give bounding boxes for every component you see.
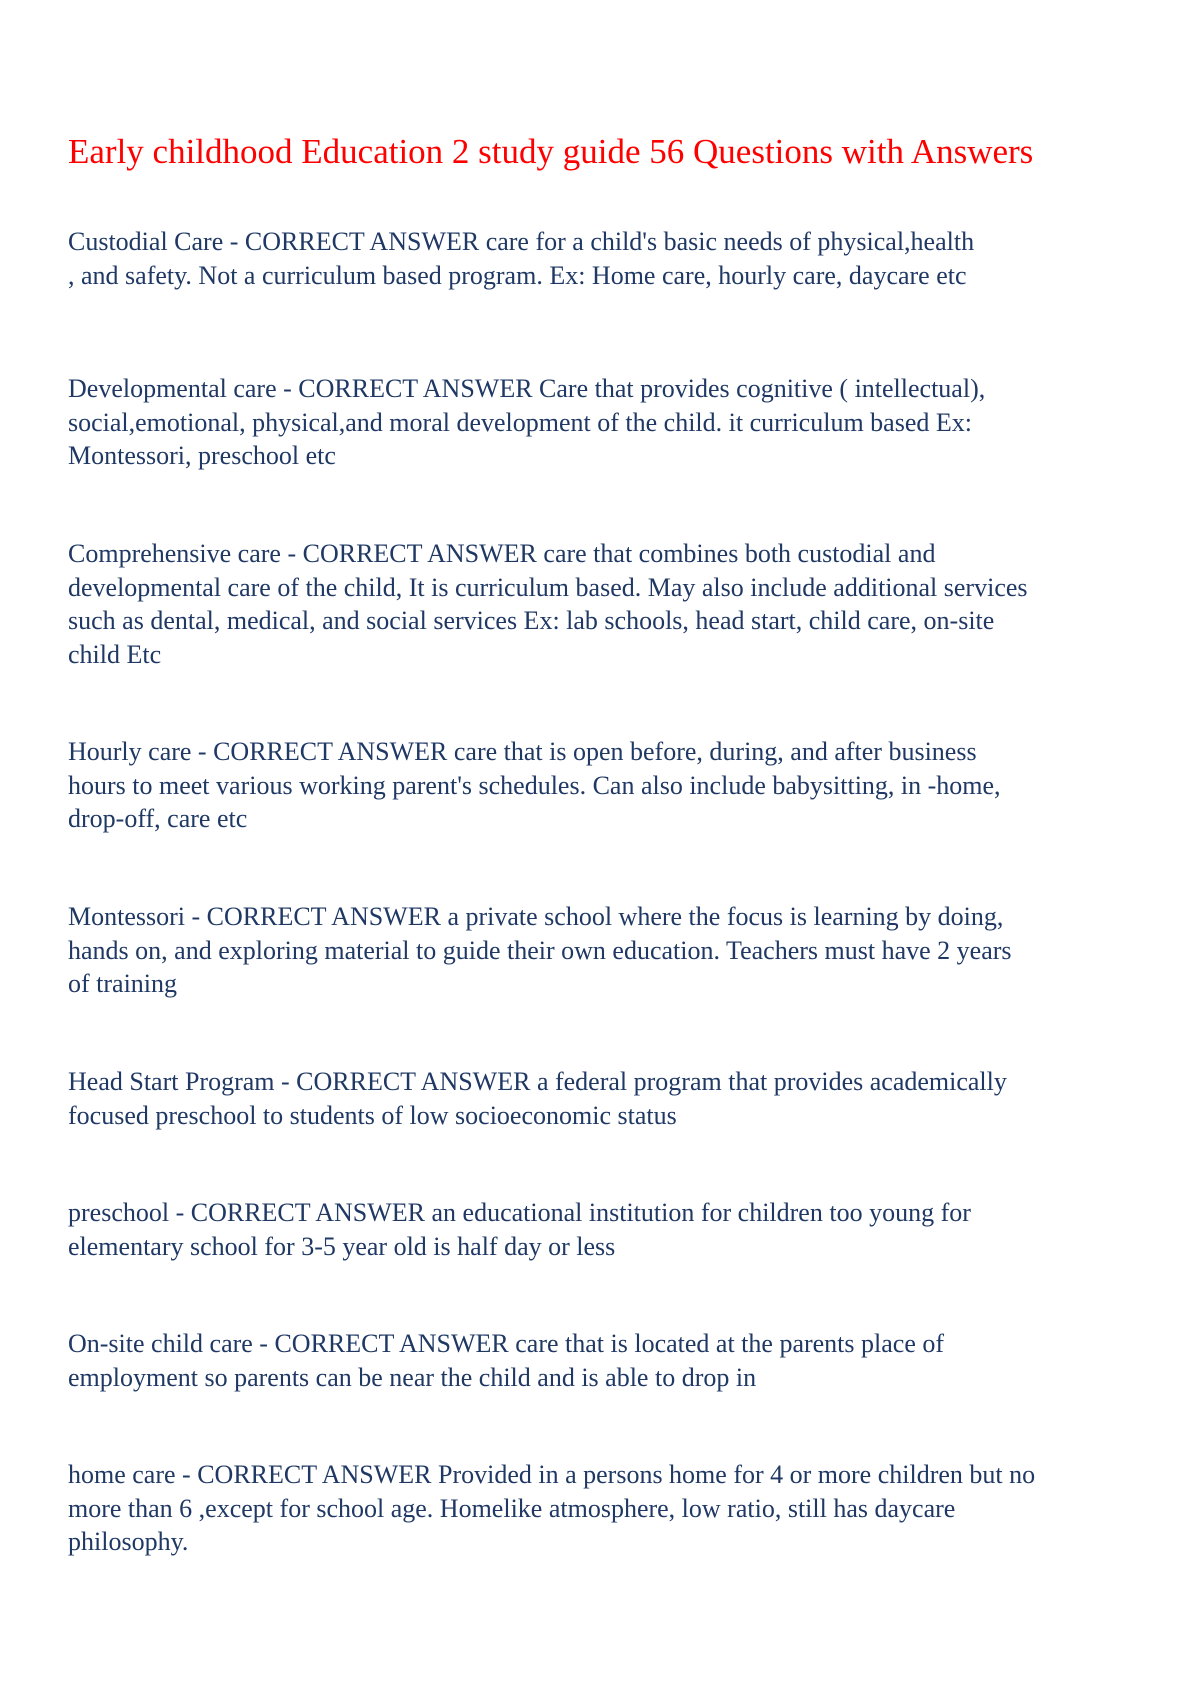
entry-home-care [68, 1458, 1138, 1559]
entry-line: Hourly care - CORRECT ANSWER care that is open before, during, and after business [68, 737, 977, 766]
entry-line: philosophy. [68, 1527, 189, 1556]
entry-line: child Etc [68, 639, 162, 669]
entry-line: On-site child care - CORRECT ANSWER care that is located at the parents place of [68, 1329, 945, 1358]
entry-line: focused preschool to students of low socioeconomic status [68, 1100, 677, 1130]
entry-line: hours to meet various working parent's schedules. Can also include babysitting, in -home, [68, 770, 1001, 800]
entry-line: , and safety. Not a curriculum based program. Ex: Home care, hourly care, daycare etc [68, 260, 967, 290]
entry-line: Head Start Program - CORRECT ANSWER a federal program that provides academically [68, 1067, 1007, 1096]
entry-line: more than 6 ,except for school age. Homelike atmosphere, low ratio, still has daycare [68, 1493, 956, 1523]
entry-developmental-care [68, 372, 1138, 473]
entry-line: elementary school for 3-5 year old is half day or less [68, 1231, 616, 1261]
entry-comprehensive-care [68, 537, 1138, 671]
entry-line: Montessori - CORRECT ANSWER a private school where the focus is learning by doing, [68, 902, 1004, 931]
document-title: Early childhood Education 2 study guide 56 Questions with Answers [68, 132, 1034, 171]
entry-on-site-child-care [68, 1327, 1138, 1394]
entry-line: hands on, and exploring material to guide their own education. Teachers must have 2 years [68, 935, 1012, 965]
entry-line: home care - CORRECT ANSWER Provided in a persons home for 4 or more children but no [68, 1460, 1036, 1489]
entry-hourly-care [68, 735, 1138, 836]
entry-line: social,emotional, physical,and moral development of the child. it curriculum based Ex: [68, 407, 972, 437]
entry-montessori [68, 900, 1138, 1001]
entry-preschool [68, 1196, 1138, 1263]
entry-line: Developmental care - CORRECT ANSWER Care that provides cognitive ( intellectual), [68, 374, 986, 403]
entry-line: Montessori, preschool etc [68, 441, 336, 470]
entry-custodial-care [68, 225, 1138, 292]
entry-line: employment so parents can be near the child and is able to drop in [68, 1362, 757, 1392]
entry-line: preschool - CORRECT ANSWER an educational institution for children too young for [68, 1198, 971, 1227]
entry-line: Custodial Care - CORRECT ANSWER care for a child's basic needs of physical,health [68, 227, 975, 256]
entry-line: developmental care of the child, It is curriculum based. May also include additional services [68, 572, 1028, 602]
entry-line: Comprehensive care - CORRECT ANSWER care that combines both custodial and [68, 539, 936, 568]
entry-line: such as dental, medical, and social services Ex: lab schools, head start, child care, on-site [68, 606, 995, 635]
entry-head-start-program [68, 1065, 1138, 1132]
entry-line: drop-off, care etc [68, 804, 248, 833]
entry-line: of training [68, 969, 178, 998]
